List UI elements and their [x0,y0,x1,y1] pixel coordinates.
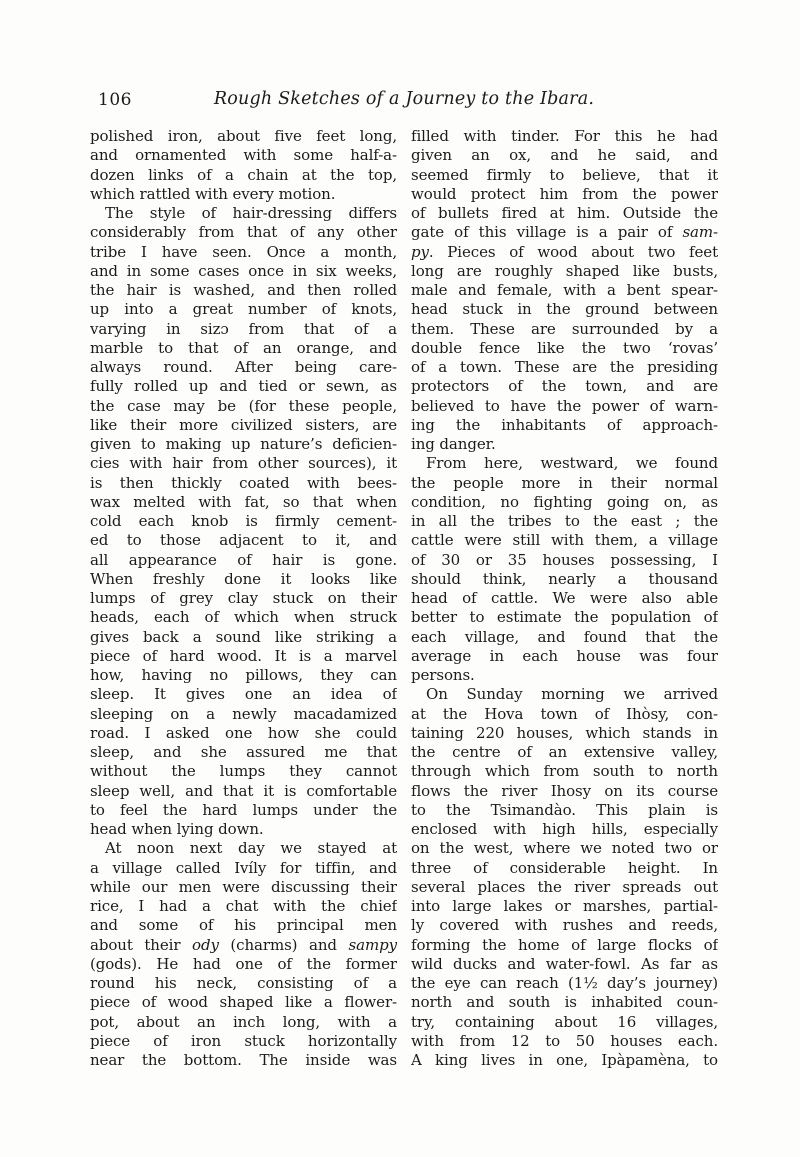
text-line [411,377,718,396]
text-line [411,416,718,435]
text-line [411,570,718,589]
body-text: into large lakes or marshes, partial- [411,897,718,915]
text-line [90,146,397,165]
text-line [90,974,397,993]
body-text: From here, westward, we found [426,454,718,473]
text-line [90,512,397,531]
text-line [90,1051,397,1070]
text-line [411,531,718,550]
body-text: flows the river Ihosy on its course [411,781,718,800]
body-text: each village, and found that the [411,627,718,646]
body-text: sleeping on a newly macadamized [90,704,397,723]
text-line [411,916,718,935]
body-text: sleep, and she assured me that [90,743,397,761]
body-text: piece of hard wood. It is a marvel [90,646,397,665]
body-text: like their more civilized sisters, are [90,415,397,434]
body-text: the eye can reach (1½ day’s journey) [411,974,718,992]
body-text: round his neck, consisting of a [90,974,397,992]
text-line [411,743,718,762]
text-line [90,1013,397,1032]
text-line [90,589,397,608]
text-line [90,859,397,878]
body-text: When freshly done it looks like [90,569,397,588]
body-text: cies with hair from other sources), it [90,454,397,473]
text-line [411,608,718,627]
body-text: condition, no fighting going on, as [411,492,718,511]
body-text: north and south is inhabited coun- [411,993,718,1012]
body-text: road. I asked one how she could [90,723,397,742]
text-line [90,878,397,897]
text-line [411,243,718,262]
text-line [90,762,397,781]
body-text: cattle were still with them, a village [411,531,718,550]
body-text: of 30 or 35 houses possessing, I [411,550,718,569]
italic-text: py [411,242,429,261]
body-text: (gods). He had one of the former [90,954,397,973]
text-line [90,531,397,550]
body-text: On Sunday morning we arrived [426,685,718,704]
body-text: at the Hova town of Ihòsy, con- [411,704,718,723]
text-line [90,801,397,820]
body-text: gate of this village is a pair of [411,223,683,242]
body-text: protectors of the town, and are [411,377,718,396]
body-text: and some of his principal men [90,916,397,935]
text-line [90,300,397,319]
body-text: tribe I have seen. Once a month, [90,242,397,261]
body-text: and in some cases once in six weeks, [90,261,397,280]
body-text: several places the river spreads out [411,877,718,896]
text-line [90,897,397,916]
body-text: near the bottom. The inside was [90,1051,397,1069]
body-text: persons. [411,666,475,684]
text-line [411,839,718,858]
body-text: heads, each of which when struck [90,608,397,627]
body-text: head of cattle. We were also able [411,589,718,607]
body-text: forming the home of large flocks of [411,935,718,954]
body-text: wax melted with fat, so that when [90,492,397,511]
body-text: which rattled with every motion. [90,184,336,203]
text-line [90,685,397,704]
text-line [411,666,718,685]
text-line [90,570,397,589]
text-line [90,320,397,339]
body-text: up into a great number of knots, [90,300,397,319]
text-line [90,743,397,762]
text-line [411,185,718,204]
body-text: rice, I had a chat with the chief [90,897,397,915]
italic-text: sampy [348,935,397,954]
text-line [90,204,397,223]
body-text: male and female, with a bent spear- [411,281,718,299]
text-line [411,512,718,531]
text-line [411,204,718,223]
column-right [411,127,718,1070]
text-line [90,358,397,377]
text-line [90,435,397,454]
body-text: double fence like the two ‘rovas’ [411,338,718,357]
text-line [90,839,397,858]
text-line [90,705,397,724]
text-line [90,339,397,358]
body-text: try, containing about 16 villages, [411,1012,718,1031]
text-columns [90,127,718,1070]
body-text: ing danger. [411,435,496,453]
body-text: in all the tribes to the east ; the [411,512,718,530]
body-text: all appearance of hair is gone. [90,550,397,569]
text-line [90,185,397,204]
text-line [90,281,397,300]
text-line [411,685,718,704]
body-text: with from 12 to 50 houses each. [411,1031,718,1050]
text-line [411,146,718,165]
text-line [411,724,718,743]
body-text: would protect him from the power [411,184,718,203]
text-line [411,993,718,1012]
text-line [90,647,397,666]
body-text: ing the inhabitants of approach- [411,415,718,434]
text-line [90,397,397,416]
body-text: through which from south to north [411,762,718,781]
body-text: believed to have the power of warn- [411,396,718,415]
body-text: given an ox, and he said, and [411,146,718,165]
body-text: (charms) and [218,935,349,954]
body-text: lumps of grey clay stuck on their [90,589,397,607]
body-text: of bullets fired at him. Outside the [411,204,718,222]
body-text: the people more in their normal [411,473,718,492]
text-line [411,974,718,993]
text-line [411,127,718,146]
italic-text: ody [192,935,219,954]
body-text: how, having no pillows, they can [90,666,397,684]
page-title: Rough Sketches of a Journey to the Ibara. [213,89,595,109]
body-text: considerably from that of any other [90,223,397,242]
body-text: a village called Ivíly for tiffin, and [90,858,397,877]
body-text: the case may be (for these people, [90,396,397,415]
body-text: better to estimate the population of [411,608,718,627]
text-line [90,127,397,146]
body-text: head stuck in the ground between [411,300,718,319]
text-line [90,223,397,242]
text-line [90,493,397,512]
text-line [90,377,397,396]
body-text: varying in sizɔ from that of a [90,319,397,338]
text-line [411,705,718,724]
body-text: head when lying down. [90,820,264,838]
body-text: about their [90,935,193,954]
text-line [411,493,718,512]
text-line [411,435,718,454]
body-text: fully rolled up and tied or sewn, as [90,377,397,396]
text-line [411,955,718,974]
body-text: wild ducks and water-fowl. As far as [411,954,718,973]
column-left [90,127,397,1070]
text-line [411,647,718,666]
text-line [411,320,718,339]
body-text: A king lives in one, Ipàpamèna, to [411,1051,718,1069]
italic-text: sam- [682,223,718,242]
body-text: should think, nearly a thousand [411,569,718,588]
text-line [411,1013,718,1032]
text-line [90,551,397,570]
text-line [411,801,718,820]
text-line [411,936,718,955]
text-line [411,281,718,300]
text-line [90,820,397,839]
text-line [90,608,397,627]
text-line [411,1051,718,1070]
text-line [411,859,718,878]
body-text: ly covered with rushes and reeds, [411,916,718,935]
body-text: on the west, where we noted two or [411,839,718,858]
body-text: always round. After being care- [90,358,397,376]
body-text: sleep well, and that it is comfortable [90,781,397,800]
text-line [411,300,718,319]
text-line [90,666,397,685]
body-text: . Pieces of wood about two feet [428,242,718,261]
text-line [411,262,718,281]
body-text: the centre of an extensive valley, [411,743,718,761]
text-line [411,782,718,801]
body-text: gives back a sound like striking a [90,627,397,646]
page-number: 106 [98,90,132,110]
text-line [411,820,718,839]
text-line [90,416,397,435]
body-text: cold each knob is firmly cement- [90,512,397,530]
body-text: them. These are surrounded by a [411,319,718,338]
text-line [90,474,397,493]
text-line [90,243,397,262]
body-text: without the lumps they cannot [90,762,397,781]
body-text: The style of hair-dressing differs [105,204,397,222]
text-line [90,955,397,974]
text-line [411,358,718,377]
text-line [411,628,718,647]
body-text: long are roughly shaped like busts, [411,261,718,280]
text-line [411,1032,718,1051]
body-text: to feel the hard lumps under the [90,800,397,819]
body-text: the hair is washed, and then rolled [90,281,397,299]
text-line [90,166,397,185]
text-line [411,551,718,570]
body-text: piece of wood shaped like a flower- [90,993,397,1012]
text-line [411,397,718,416]
text-line [411,589,718,608]
body-text: taining 220 houses, which stands in [411,723,718,742]
text-line [411,166,718,185]
body-text: three of considerable height. In [411,858,718,877]
body-text: of a town. These are the presiding [411,358,718,376]
body-text: dozen links of a chain at the top, [90,165,397,184]
page-header [90,89,718,115]
text-line [90,454,397,473]
body-text: filled with tinder. For this he had [411,127,718,145]
text-line [90,936,397,955]
text-line [90,262,397,281]
text-line [90,628,397,647]
text-line [90,993,397,1012]
text-line [90,724,397,743]
body-text: sleep. It gives one an idea of [90,685,397,704]
body-text: seemed firmly to believe, that it [411,165,718,184]
body-text: ed to those adjacent to it, and [90,531,397,550]
body-text: while our men were discussing their [90,877,397,896]
text-line [90,782,397,801]
body-text: piece of iron stuck horizontally [90,1031,397,1050]
text-line [411,762,718,781]
body-text: is then thickly coated with bees- [90,473,397,492]
text-line [411,223,718,242]
body-text: average in each house was four [411,646,718,665]
text-line [411,897,718,916]
body-text: pot, about an inch long, with a [90,1012,397,1031]
text-line [411,454,718,473]
body-text: marble to that of an orange, and [90,338,397,357]
text-line [411,878,718,897]
body-text: given to making up nature’s deficien- [90,435,397,453]
text-line [90,1032,397,1051]
body-text: to the Tsimandào. This plain is [411,800,718,819]
text-line [411,339,718,358]
body-text: enclosed with high hills, especially [411,820,718,838]
text-line [90,916,397,935]
body-text: polished iron, about five feet long, [90,127,397,145]
body-text: At noon next day we stayed at [105,839,397,858]
body-text: and ornamented with some half-a- [90,146,397,165]
text-line [411,474,718,493]
